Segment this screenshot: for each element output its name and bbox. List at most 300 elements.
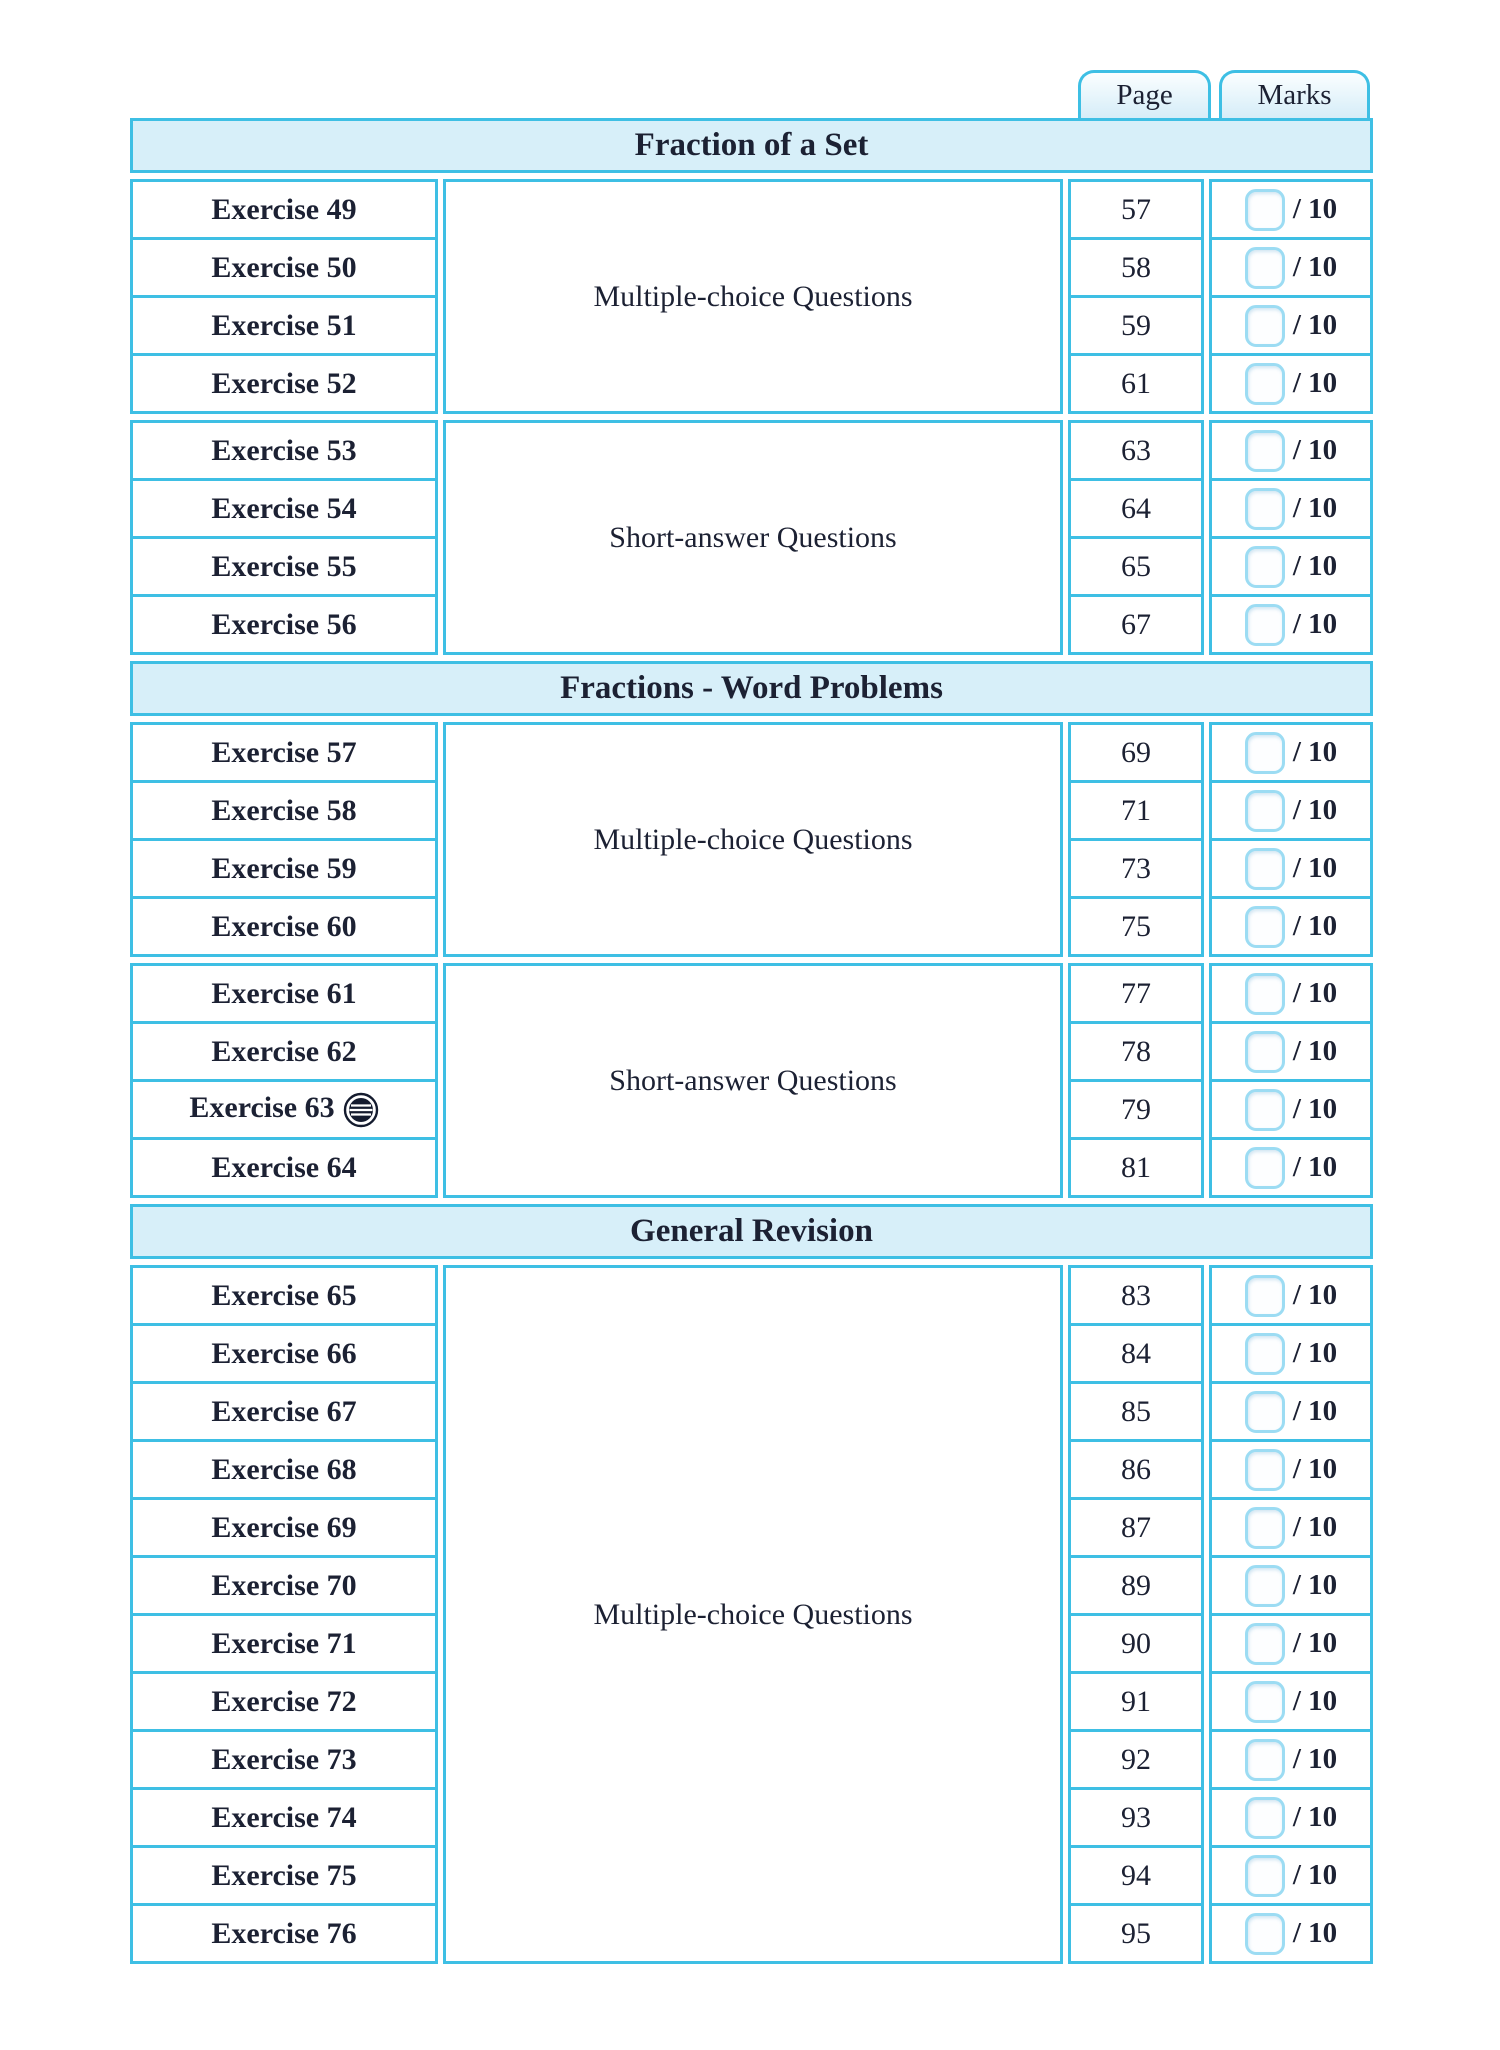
column-gap [437, 724, 445, 782]
marks-entry [1212, 1623, 1370, 1665]
row-gap-cell [132, 413, 1372, 422]
exercise-name: Exercise 53 [211, 433, 357, 467]
column-gap [1203, 1325, 1211, 1383]
marks-cell [1211, 1905, 1372, 1963]
marks-denominator: / 10 [1292, 1801, 1338, 1833]
column-gap [1203, 1383, 1211, 1441]
column-gap [437, 1081, 445, 1139]
marks-cell [1211, 1847, 1372, 1905]
column-gap [1203, 1731, 1211, 1789]
page-number-cell: 75 [1070, 898, 1203, 956]
exercise-name-cell [132, 1325, 437, 1383]
marks-entry [1212, 848, 1370, 890]
exercise-name: Exercise 74 [211, 1800, 357, 1834]
marks-input-box[interactable] [1245, 1797, 1285, 1839]
page-number-cell: 67 [1070, 596, 1203, 654]
exercise-name: Exercise 56 [211, 607, 357, 641]
row-gap-cell [132, 1197, 1372, 1206]
marks-entry [1212, 363, 1370, 405]
row-gap [132, 715, 1372, 724]
marks-cell [1211, 422, 1372, 480]
marks-cell [1211, 355, 1372, 413]
marks-input-box[interactable] [1245, 1089, 1285, 1131]
exercise-name-cell [132, 1499, 437, 1557]
marks-cell [1211, 297, 1372, 355]
marks-entry [1212, 1449, 1370, 1491]
row-gap [132, 654, 1372, 663]
marks-cell [1211, 1615, 1372, 1673]
column-gap [437, 181, 445, 239]
page-number-cell: 92 [1070, 1731, 1203, 1789]
page-number-cell: 79 [1070, 1081, 1203, 1139]
column-gap [1062, 480, 1070, 538]
column-gap [1203, 480, 1211, 538]
marks-input-box[interactable] [1245, 1565, 1285, 1607]
column-gap [1062, 898, 1070, 956]
marks-input-box[interactable] [1245, 906, 1285, 948]
marks-denominator: / 10 [1292, 492, 1338, 524]
column-gap [1203, 1267, 1211, 1325]
column-gap [1203, 724, 1211, 782]
marks-denominator: / 10 [1292, 434, 1338, 466]
marks-entry [1212, 906, 1370, 948]
page-number-cell: 65 [1070, 538, 1203, 596]
exercise-name: Exercise 54 [211, 491, 357, 525]
column-gap [437, 840, 445, 898]
marks-cell [1211, 1789, 1372, 1847]
marks-denominator: / 10 [1292, 1743, 1338, 1775]
marks-cell [1211, 181, 1372, 239]
column-gap [1203, 181, 1211, 239]
marks-entry [1212, 1507, 1370, 1549]
exercise-name: Exercise 76 [211, 1916, 357, 1950]
column-gap [1062, 239, 1070, 297]
exercise-name-cell [132, 1383, 437, 1441]
marks-cell [1211, 724, 1372, 782]
page-number-cell: 59 [1070, 297, 1203, 355]
marks-cell [1211, 1499, 1372, 1557]
marks-denominator: / 10 [1292, 608, 1338, 640]
exercise-row [132, 181, 1372, 239]
column-gap [1203, 297, 1211, 355]
exercise-name: Exercise 72 [211, 1684, 357, 1718]
exercise-name-cell [132, 1557, 437, 1615]
marks-tab-label: Marks [1257, 79, 1332, 111]
exercise-row [132, 724, 1372, 782]
exercise-name-cell [132, 480, 437, 538]
column-gap [1203, 1081, 1211, 1139]
exercise-name-cell [132, 422, 437, 480]
marks-cell [1211, 898, 1372, 956]
exercise-name-cell [132, 898, 437, 956]
marks-input-box[interactable] [1245, 247, 1285, 289]
exercise-name: Exercise 73 [211, 1742, 357, 1776]
exercise-name: Exercise 69 [211, 1510, 357, 1544]
exercise-name-cell [132, 782, 437, 840]
exercise-name: Exercise 70 [211, 1568, 357, 1602]
marks-cell [1211, 480, 1372, 538]
page-number-cell: 86 [1070, 1441, 1203, 1499]
exercise-name-cell [132, 538, 437, 596]
section-header-row [132, 663, 1372, 715]
section-title: Fractions - Word Problems [132, 663, 1372, 715]
column-gap [437, 1499, 445, 1557]
marks-denominator: / 10 [1292, 794, 1338, 826]
exercise-name-cell [132, 1731, 437, 1789]
marks-input-box[interactable] [1245, 1147, 1285, 1189]
column-gap [1203, 1847, 1211, 1905]
column-gap [437, 1789, 445, 1847]
exercise-name-cell [132, 1139, 437, 1197]
marks-input-box[interactable] [1245, 604, 1285, 646]
exercise-name: Exercise 67 [211, 1394, 357, 1428]
column-gap [437, 1023, 445, 1081]
page-number-cell: 90 [1070, 1615, 1203, 1673]
page-number-cell: 94 [1070, 1847, 1203, 1905]
column-gap [437, 1267, 445, 1325]
marks-denominator: / 10 [1292, 309, 1338, 341]
marks-denominator: / 10 [1292, 852, 1338, 884]
marks-denominator: / 10 [1292, 1395, 1338, 1427]
marks-input-box[interactable] [1245, 1913, 1285, 1955]
page-number-cell: 84 [1070, 1325, 1203, 1383]
marks-cell [1211, 840, 1372, 898]
marks-input-box[interactable] [1245, 732, 1285, 774]
marks-entry [1212, 546, 1370, 588]
question-type-cell: Short-answer Questions [445, 422, 1062, 654]
column-gap [437, 1673, 445, 1731]
marks-cell [1211, 1023, 1372, 1081]
column-gap [1203, 840, 1211, 898]
column-gap [437, 1731, 445, 1789]
column-gap [1062, 1789, 1070, 1847]
column-gap [1203, 596, 1211, 654]
column-gap [437, 1441, 445, 1499]
column-gap [1203, 355, 1211, 413]
marks-entry [1212, 1031, 1370, 1073]
marks-entry [1212, 973, 1370, 1015]
marks-input-box[interactable] [1245, 546, 1285, 588]
marks-entry [1212, 488, 1370, 530]
striped-disc-badge-icon [343, 1092, 379, 1128]
row-gap [132, 1197, 1372, 1206]
row-gap [132, 1258, 1372, 1267]
exercise-contents-table [130, 118, 1373, 1964]
page-number-cell: 77 [1070, 965, 1203, 1023]
marks-denominator: / 10 [1292, 1627, 1338, 1659]
marks-cell [1211, 1441, 1372, 1499]
marks-entry [1212, 1855, 1370, 1897]
column-gap [1203, 1023, 1211, 1081]
marks-cell [1211, 1673, 1372, 1731]
exercise-name-cell [132, 1441, 437, 1499]
page-number-cell: 69 [1070, 724, 1203, 782]
column-gap [1203, 1139, 1211, 1197]
exercise-name-cell [132, 355, 437, 413]
question-type-cell: Multiple-choice Questions [445, 724, 1062, 956]
exercise-name: Exercise 49 [211, 192, 357, 226]
exercise-name-cell [132, 1789, 437, 1847]
marks-input-box[interactable] [1245, 363, 1285, 405]
section-header-row [132, 1206, 1372, 1258]
page-number-cell: 89 [1070, 1557, 1203, 1615]
column-gap [1062, 1441, 1070, 1499]
marks-entry [1212, 1333, 1370, 1375]
question-type-cell: Multiple-choice Questions [445, 181, 1062, 413]
exercise-name: Exercise 62 [211, 1034, 357, 1068]
exercise-name: Exercise 64 [211, 1150, 357, 1184]
column-gap [437, 538, 445, 596]
marks-input-box[interactable] [1245, 1739, 1285, 1781]
column-gap [1062, 724, 1070, 782]
row-gap-cell [132, 715, 1372, 724]
column-gap [437, 965, 445, 1023]
marks-input-box[interactable] [1245, 1031, 1285, 1073]
exercise-name-cell [132, 1023, 437, 1081]
marks-input-box[interactable] [1245, 1275, 1285, 1317]
marks-cell [1211, 1557, 1372, 1615]
marks-denominator: / 10 [1292, 1337, 1338, 1369]
marks-entry [1212, 1089, 1370, 1131]
page-number-cell: 73 [1070, 840, 1203, 898]
marks-input-box[interactable] [1245, 1623, 1285, 1665]
marks-input-box[interactable] [1245, 848, 1285, 890]
marks-denominator: / 10 [1292, 977, 1338, 1009]
column-gap [437, 355, 445, 413]
marks-cell [1211, 1139, 1372, 1197]
column-gap [1062, 355, 1070, 413]
exercise-name-cell [132, 297, 437, 355]
marks-cell [1211, 965, 1372, 1023]
marks-input-box[interactable] [1245, 1507, 1285, 1549]
column-gap [1203, 1557, 1211, 1615]
question-type-cell: Multiple-choice Questions [445, 1267, 1062, 1963]
marks-cell [1211, 538, 1372, 596]
marks-entry [1212, 1391, 1370, 1433]
column-gap [1062, 297, 1070, 355]
exercise-name: Exercise 55 [211, 549, 357, 583]
column-gap [1062, 538, 1070, 596]
exercise-row [132, 422, 1372, 480]
row-gap-cell [132, 654, 1372, 663]
column-gap [437, 480, 445, 538]
column-gap [437, 1615, 445, 1673]
column-gap [437, 1139, 445, 1197]
column-gap [437, 297, 445, 355]
exercise-name-cell [132, 1615, 437, 1673]
marks-denominator: / 10 [1292, 1511, 1338, 1543]
column-gap [1062, 1383, 1070, 1441]
exercise-name-cell [132, 965, 437, 1023]
page-number-cell: 93 [1070, 1789, 1203, 1847]
marks-denominator: / 10 [1292, 367, 1338, 399]
marks-denominator: / 10 [1292, 251, 1338, 283]
column-gap [1203, 782, 1211, 840]
marks-entry [1212, 1797, 1370, 1839]
exercise-name: Exercise 59 [211, 851, 357, 885]
marks-entry [1212, 790, 1370, 832]
marks-input-box[interactable] [1245, 973, 1285, 1015]
marks-input-box[interactable] [1245, 1333, 1285, 1375]
marks-input-box[interactable] [1245, 305, 1285, 347]
marks-cell [1211, 782, 1372, 840]
exercise-name: Exercise 57 [211, 735, 357, 769]
exercise-name-cell [132, 840, 437, 898]
column-gap [437, 422, 445, 480]
section-title: General Revision [132, 1206, 1372, 1258]
marks-denominator: / 10 [1292, 1035, 1338, 1067]
exercise-name: Exercise 61 [211, 976, 357, 1010]
column-gap [437, 1383, 445, 1441]
exercise-name: Exercise 75 [211, 1858, 357, 1892]
marks-input-box[interactable] [1245, 790, 1285, 832]
exercise-name-cell [132, 1267, 437, 1325]
column-gap [1062, 1905, 1070, 1963]
marks-input-box[interactable] [1245, 1855, 1285, 1897]
marks-input-box[interactable] [1245, 1681, 1285, 1723]
exercise-name-cell [132, 239, 437, 297]
column-gap [1203, 422, 1211, 480]
marks-input-box[interactable] [1245, 1449, 1285, 1491]
column-gap [1062, 1731, 1070, 1789]
exercise-name-cell [132, 1673, 437, 1731]
marks-denominator: / 10 [1292, 1685, 1338, 1717]
marks-cell [1211, 1267, 1372, 1325]
marks-entry [1212, 1275, 1370, 1317]
exercise-name: Exercise 71 [211, 1626, 357, 1660]
page-number-cell: 91 [1070, 1673, 1203, 1731]
page-column-tab [1078, 70, 1211, 118]
marks-input-box[interactable] [1245, 1391, 1285, 1433]
column-gap [437, 782, 445, 840]
column-gap [1062, 1267, 1070, 1325]
exercise-name: Exercise 68 [211, 1452, 357, 1486]
marks-denominator: / 10 [1292, 1569, 1338, 1601]
exercise-name: Exercise 52 [211, 366, 357, 400]
column-gap [1203, 965, 1211, 1023]
marks-denominator: / 10 [1292, 1279, 1338, 1311]
column-gap [1062, 422, 1070, 480]
marks-entry [1212, 732, 1370, 774]
page-number-cell: 63 [1070, 422, 1203, 480]
marks-cell [1211, 596, 1372, 654]
marks-denominator: / 10 [1292, 1859, 1338, 1891]
column-gap [1062, 1139, 1070, 1197]
marks-input-box[interactable] [1245, 430, 1285, 472]
page-number-cell: 57 [1070, 181, 1203, 239]
marks-cell [1211, 1081, 1372, 1139]
marks-column-tab [1219, 70, 1370, 118]
marks-denominator: / 10 [1292, 1453, 1338, 1485]
row-gap [132, 956, 1372, 965]
marks-entry [1212, 1913, 1370, 1955]
column-gap [1203, 239, 1211, 297]
marks-denominator: / 10 [1292, 550, 1338, 582]
column-gap [1062, 1499, 1070, 1557]
exercise-row [132, 965, 1372, 1023]
marks-denominator: / 10 [1292, 1917, 1338, 1949]
exercise-name: Exercise 51 [211, 308, 357, 342]
exercise-name: Exercise 65 [211, 1278, 357, 1312]
marks-entry [1212, 189, 1370, 231]
column-gap [1062, 1615, 1070, 1673]
exercise-name-cell [132, 1081, 437, 1139]
marks-denominator: / 10 [1292, 736, 1338, 768]
page-number-cell: 71 [1070, 782, 1203, 840]
marks-input-box[interactable] [1245, 488, 1285, 530]
page-number-cell: 64 [1070, 480, 1203, 538]
column-gap [1062, 965, 1070, 1023]
column-gap [1203, 1673, 1211, 1731]
exercise-name: Exercise 58 [211, 793, 357, 827]
column-gap [1062, 596, 1070, 654]
section-header-row [132, 120, 1372, 172]
table-top-tabs [130, 70, 1370, 118]
marks-entry [1212, 305, 1370, 347]
marks-entry [1212, 1147, 1370, 1189]
marks-entry [1212, 1681, 1370, 1723]
exercise-name-cell [132, 1905, 437, 1963]
exercise-name-cell [132, 596, 437, 654]
marks-input-box[interactable] [1245, 189, 1285, 231]
column-gap [1203, 1905, 1211, 1963]
exercise-name: Exercise 66 [211, 1336, 357, 1370]
page-number-cell: 58 [1070, 239, 1203, 297]
marks-entry [1212, 430, 1370, 472]
column-gap [1062, 1023, 1070, 1081]
column-gap [1203, 1441, 1211, 1499]
row-gap [132, 413, 1372, 422]
page-number-cell: 61 [1070, 355, 1203, 413]
column-gap [1203, 898, 1211, 956]
column-gap [437, 1905, 445, 1963]
page-number-cell: 95 [1070, 1905, 1203, 1963]
row-gap-cell [132, 956, 1372, 965]
exercise-name-cell [132, 1847, 437, 1905]
marks-entry [1212, 247, 1370, 289]
exercise-row [132, 1267, 1372, 1325]
exercise-name: Exercise 60 [211, 909, 357, 943]
column-gap [437, 1847, 445, 1905]
page-number-cell: 85 [1070, 1383, 1203, 1441]
column-gap [1203, 538, 1211, 596]
marks-entry [1212, 604, 1370, 646]
marks-cell [1211, 239, 1372, 297]
column-gap [1062, 1081, 1070, 1139]
marks-denominator: / 10 [1292, 193, 1338, 225]
question-type-cell: Short-answer Questions [445, 965, 1062, 1197]
row-gap [132, 172, 1372, 181]
column-gap [1062, 782, 1070, 840]
column-gap [437, 596, 445, 654]
row-gap-cell [132, 172, 1372, 181]
page-number-cell: 81 [1070, 1139, 1203, 1197]
marks-denominator: / 10 [1292, 910, 1338, 942]
marks-entry [1212, 1565, 1370, 1607]
marks-denominator: / 10 [1292, 1093, 1338, 1125]
page-number-cell: 83 [1070, 1267, 1203, 1325]
column-gap [437, 1557, 445, 1615]
column-gap [1062, 181, 1070, 239]
column-gap [1062, 1325, 1070, 1383]
column-gap [1062, 840, 1070, 898]
exercise-name: Exercise 50 [211, 250, 357, 284]
column-gap [437, 239, 445, 297]
marks-denominator: / 10 [1292, 1151, 1338, 1183]
exercise-name-cell [132, 181, 437, 239]
column-gap [437, 898, 445, 956]
page-tab-label: Page [1116, 79, 1173, 111]
